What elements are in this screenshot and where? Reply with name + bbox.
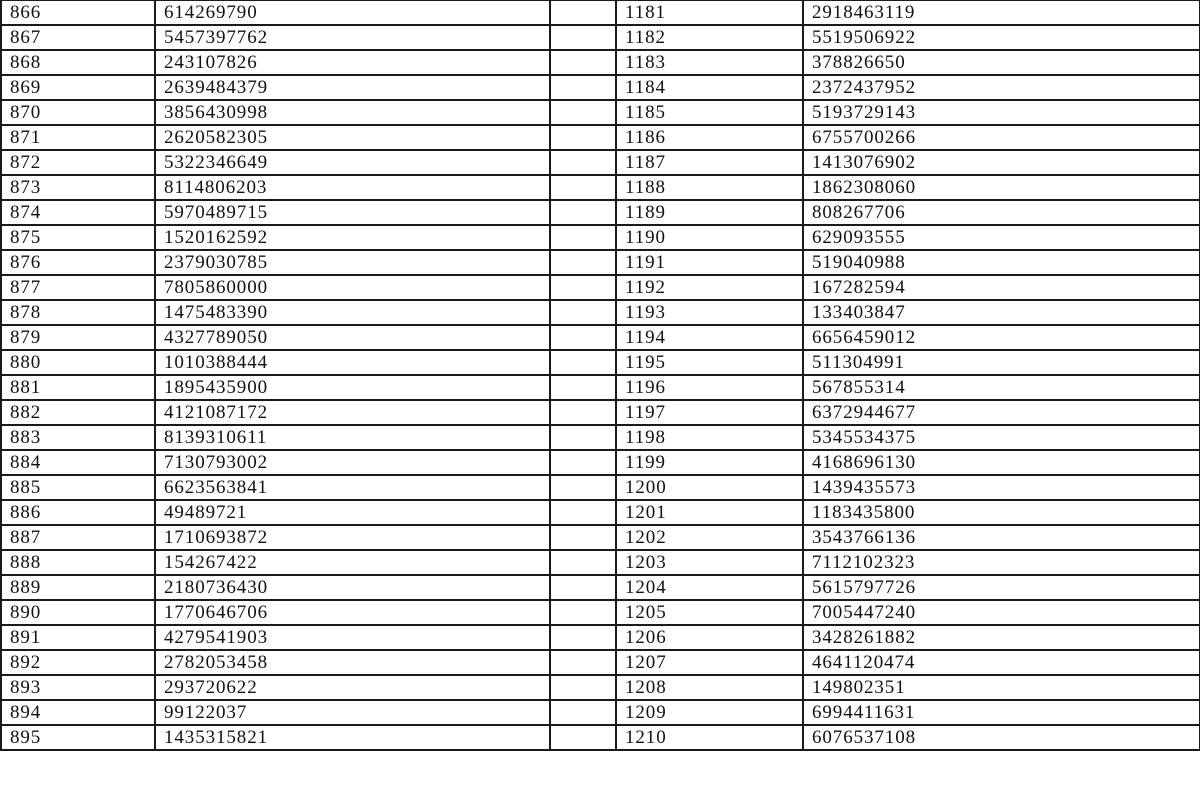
left-id-cell: 893 (1, 675, 155, 700)
table-row (1, 375, 1200, 400)
spacer-cell (550, 550, 616, 575)
left-value-cell: 4121087172 (155, 400, 550, 425)
left-value-cell: 5970489715 (155, 200, 550, 225)
right-value-cell: 167282594 (803, 275, 1200, 300)
right-value-cell: 567855314 (803, 375, 1200, 400)
right-id-cell: 1202 (616, 525, 803, 550)
table-row (1, 400, 1200, 425)
spacer-cell (550, 650, 616, 675)
left-value-cell: 5322346649 (155, 150, 550, 175)
table-row (1, 425, 1200, 450)
spacer-cell (550, 50, 616, 75)
left-id-cell: 872 (1, 150, 155, 175)
spacer-cell (550, 75, 616, 100)
table-row (1, 0, 1200, 25)
left-id-cell: 878 (1, 300, 155, 325)
spacer-cell (550, 175, 616, 200)
spacer-cell (550, 125, 616, 150)
spacer-cell (550, 500, 616, 525)
left-id-cell: 890 (1, 600, 155, 625)
left-value-cell: 1010388444 (155, 350, 550, 375)
table-row (1, 600, 1200, 625)
right-value-cell: 1183435800 (803, 500, 1200, 525)
table-row (1, 475, 1200, 500)
left-id-cell: 876 (1, 250, 155, 275)
left-value-cell: 1520162592 (155, 225, 550, 250)
right-id-cell: 1206 (616, 625, 803, 650)
spacer-cell (550, 450, 616, 475)
right-id-cell: 1189 (616, 200, 803, 225)
right-value-cell: 6372944677 (803, 400, 1200, 425)
right-value-cell: 6755700266 (803, 125, 1200, 150)
left-value-cell: 7130793002 (155, 450, 550, 475)
left-value-cell: 8139310611 (155, 425, 550, 450)
table-row (1, 500, 1200, 525)
right-id-cell: 1192 (616, 275, 803, 300)
table-row (1, 625, 1200, 650)
left-id-cell: 871 (1, 125, 155, 150)
spacer-cell (550, 575, 616, 600)
spacer-cell (550, 525, 616, 550)
right-value-cell: 4168696130 (803, 450, 1200, 475)
table-row (1, 700, 1200, 725)
table-row (1, 200, 1200, 225)
table-row (1, 50, 1200, 75)
right-id-cell: 1210 (616, 725, 803, 750)
left-id-cell: 877 (1, 275, 155, 300)
table-row (1, 300, 1200, 325)
left-value-cell: 293720622 (155, 675, 550, 700)
left-value-cell: 8114806203 (155, 175, 550, 200)
right-id-cell: 1187 (616, 150, 803, 175)
right-id-cell: 1200 (616, 475, 803, 500)
right-value-cell: 133403847 (803, 300, 1200, 325)
table-row (1, 225, 1200, 250)
right-id-cell: 1188 (616, 175, 803, 200)
spacer-cell (550, 350, 616, 375)
right-value-cell: 629093555 (803, 225, 1200, 250)
left-value-cell: 4279541903 (155, 625, 550, 650)
right-value-cell: 6994411631 (803, 700, 1200, 725)
right-value-cell: 808267706 (803, 200, 1200, 225)
table-row (1, 125, 1200, 150)
spacer-cell (550, 375, 616, 400)
right-id-cell: 1197 (616, 400, 803, 425)
left-id-cell: 867 (1, 25, 155, 50)
left-value-cell: 5457397762 (155, 25, 550, 50)
left-value-cell: 6623563841 (155, 475, 550, 500)
table-row (1, 250, 1200, 275)
left-id-cell: 870 (1, 100, 155, 125)
right-value-cell: 3428261882 (803, 625, 1200, 650)
left-id-cell: 868 (1, 50, 155, 75)
right-value-cell: 1439435573 (803, 475, 1200, 500)
left-id-cell: 889 (1, 575, 155, 600)
left-id-cell: 887 (1, 525, 155, 550)
right-id-cell: 1195 (616, 350, 803, 375)
left-id-cell: 869 (1, 75, 155, 100)
left-id-cell: 881 (1, 375, 155, 400)
right-value-cell: 5615797726 (803, 575, 1200, 600)
table-row (1, 275, 1200, 300)
table-row (1, 175, 1200, 200)
left-value-cell: 2180736430 (155, 575, 550, 600)
table-row (1, 75, 1200, 100)
right-value-cell: 6076537108 (803, 725, 1200, 750)
right-id-cell: 1198 (616, 425, 803, 450)
right-id-cell: 1185 (616, 100, 803, 125)
right-value-cell: 511304991 (803, 350, 1200, 375)
left-value-cell: 2639484379 (155, 75, 550, 100)
left-value-cell: 1770646706 (155, 600, 550, 625)
left-id-cell: 884 (1, 450, 155, 475)
right-value-cell: 6656459012 (803, 325, 1200, 350)
right-value-cell: 519040988 (803, 250, 1200, 275)
left-id-cell: 892 (1, 650, 155, 675)
table-row (1, 525, 1200, 550)
spacer-cell (550, 700, 616, 725)
right-id-cell: 1194 (616, 325, 803, 350)
right-id-cell: 1203 (616, 550, 803, 575)
left-id-cell: 866 (1, 0, 155, 25)
table-body (1, 0, 1200, 750)
left-value-cell: 7805860000 (155, 275, 550, 300)
left-id-cell: 888 (1, 550, 155, 575)
right-id-cell: 1190 (616, 225, 803, 250)
spacer-cell (550, 200, 616, 225)
left-id-cell: 885 (1, 475, 155, 500)
spacer-cell (550, 325, 616, 350)
table-row (1, 325, 1200, 350)
left-id-cell: 873 (1, 175, 155, 200)
left-value-cell: 49489721 (155, 500, 550, 525)
table-row (1, 25, 1200, 50)
spacer-cell (550, 150, 616, 175)
right-value-cell: 2372437952 (803, 75, 1200, 100)
right-id-cell: 1207 (616, 650, 803, 675)
right-id-cell: 1196 (616, 375, 803, 400)
table-row (1, 650, 1200, 675)
left-value-cell: 2620582305 (155, 125, 550, 150)
right-id-cell: 1204 (616, 575, 803, 600)
left-value-cell: 154267422 (155, 550, 550, 575)
left-value-cell: 3856430998 (155, 100, 550, 125)
right-value-cell: 7005447240 (803, 600, 1200, 625)
spacer-cell (550, 0, 616, 25)
right-value-cell: 5193729143 (803, 100, 1200, 125)
spacer-cell (550, 425, 616, 450)
left-id-cell: 879 (1, 325, 155, 350)
right-id-cell: 1193 (616, 300, 803, 325)
right-value-cell: 2918463119 (803, 0, 1200, 25)
spacer-cell (550, 400, 616, 425)
left-value-cell: 614269790 (155, 0, 550, 25)
right-id-cell: 1186 (616, 125, 803, 150)
left-value-cell: 4327789050 (155, 325, 550, 350)
right-id-cell: 1199 (616, 450, 803, 475)
spacer-cell (550, 250, 616, 275)
right-value-cell: 149802351 (803, 675, 1200, 700)
right-value-cell: 378826650 (803, 50, 1200, 75)
right-value-cell: 5519506922 (803, 25, 1200, 50)
right-value-cell: 7112102323 (803, 550, 1200, 575)
right-id-cell: 1184 (616, 75, 803, 100)
table-row (1, 150, 1200, 175)
left-id-cell: 894 (1, 700, 155, 725)
right-value-cell: 5345534375 (803, 425, 1200, 450)
table-row (1, 100, 1200, 125)
table-row (1, 725, 1200, 750)
table-row (1, 675, 1200, 700)
right-value-cell: 3543766136 (803, 525, 1200, 550)
left-id-cell: 895 (1, 725, 155, 750)
spacer-cell (550, 475, 616, 500)
spacer-cell (550, 625, 616, 650)
left-id-cell: 882 (1, 400, 155, 425)
right-id-cell: 1208 (616, 675, 803, 700)
right-id-cell: 1191 (616, 250, 803, 275)
spacer-cell (550, 600, 616, 625)
spacer-cell (550, 675, 616, 700)
table-row (1, 550, 1200, 575)
right-value-cell: 4641120474 (803, 650, 1200, 675)
right-value-cell: 1862308060 (803, 175, 1200, 200)
right-id-cell: 1183 (616, 50, 803, 75)
table-row (1, 350, 1200, 375)
left-id-cell: 891 (1, 625, 155, 650)
left-value-cell: 2782053458 (155, 650, 550, 675)
right-id-cell: 1201 (616, 500, 803, 525)
spacer-cell (550, 225, 616, 250)
left-value-cell: 1895435900 (155, 375, 550, 400)
table-row (1, 450, 1200, 475)
left-value-cell: 99122037 (155, 700, 550, 725)
left-id-cell: 883 (1, 425, 155, 450)
right-id-cell: 1205 (616, 600, 803, 625)
left-id-cell: 875 (1, 225, 155, 250)
left-id-cell: 886 (1, 500, 155, 525)
right-id-cell: 1182 (616, 25, 803, 50)
left-id-cell: 880 (1, 350, 155, 375)
right-id-cell: 1209 (616, 700, 803, 725)
spacer-cell (550, 275, 616, 300)
left-value-cell: 243107826 (155, 50, 550, 75)
left-value-cell: 2379030785 (155, 250, 550, 275)
left-id-cell: 874 (1, 200, 155, 225)
spacer-cell (550, 100, 616, 125)
right-value-cell: 1413076902 (803, 150, 1200, 175)
spacer-cell (550, 300, 616, 325)
right-id-cell: 1181 (616, 0, 803, 25)
spacer-cell (550, 725, 616, 750)
left-value-cell: 1710693872 (155, 525, 550, 550)
left-value-cell: 1475483390 (155, 300, 550, 325)
table-row (1, 575, 1200, 600)
spacer-cell (550, 25, 616, 50)
left-value-cell: 1435315821 (155, 725, 550, 750)
